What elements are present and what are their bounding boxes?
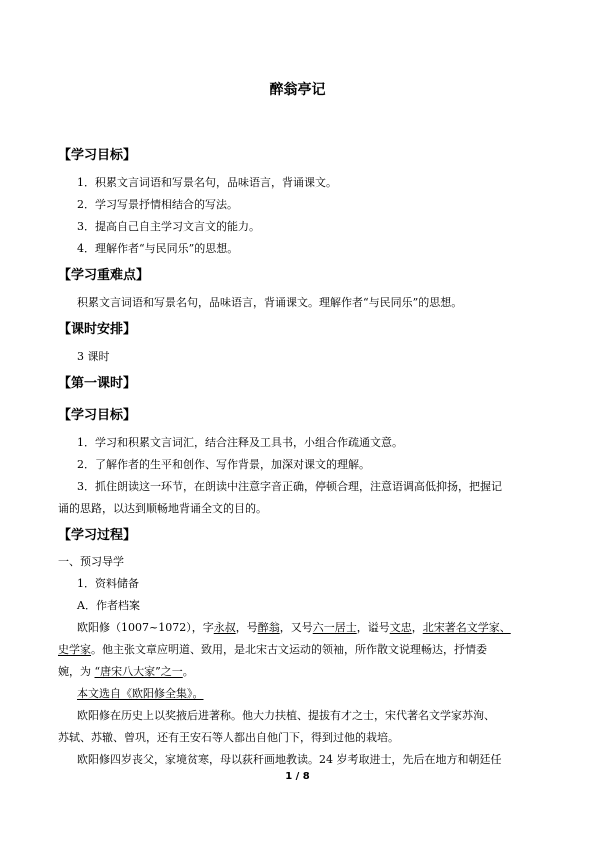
list-item: 3．抓住朗读这一环节，在朗读中注意字音正确，停顿合理，注意语调高低抑扬，把握记 bbox=[77, 480, 502, 493]
paragraph-continuation: 苏轼、苏辙、曾巩，还有王安石等人都出自他门下，得到过他的栽培。 bbox=[58, 731, 399, 744]
section-heading-key-points: 【学习重难点】 bbox=[58, 268, 150, 283]
bio-text: 。他主张文章应明道、致用，是北宋古文运动的领袖，所作散文说理畅达，抒情委 bbox=[91, 643, 487, 656]
list-item: 4．理解作者“与民同乐”的思想。 bbox=[77, 242, 239, 255]
list-item: 1．学习和积累文言词汇，结合注释及工具书，小组合作疏通文意。 bbox=[77, 436, 403, 449]
section-heading-learning-goals-2: 【学习目标】 bbox=[58, 408, 137, 423]
list-item: 1．积累文言词语和写景名句，品味语言，背诵课文。 bbox=[77, 176, 337, 189]
bio-courtesy-name: 永叔 bbox=[213, 621, 236, 634]
bio-text: ，谥号 bbox=[356, 621, 390, 634]
bio-line-2 bbox=[58, 643, 487, 657]
document-title: 醉翁亭记 bbox=[269, 82, 326, 98]
bio-alt-name: 六一居士 bbox=[312, 621, 357, 634]
outline-part: 一、预习导学 bbox=[58, 555, 124, 568]
list-item-continuation: 诵的思路，以达到顺畅地背诵全文的目的。 bbox=[58, 502, 267, 515]
paragraph: 3 课时 bbox=[77, 350, 110, 363]
paragraph: 积累文言词语和写景名句，品味语言，背诵课文。理解作者“与民同乐”的思想。 bbox=[77, 296, 463, 309]
bio-title: 北宋著名文学家、 bbox=[422, 621, 511, 634]
list-item: 2．了解作者的生平和创作、写作背景，加深对课文的理解。 bbox=[77, 458, 370, 471]
bio-text: ，又号 bbox=[279, 621, 313, 634]
section-heading-process: 【学习过程】 bbox=[58, 528, 137, 543]
section-heading-first-lesson: 【第一课时】 bbox=[58, 376, 137, 391]
outline-sub: 1．资料储备 bbox=[77, 577, 139, 590]
outline-sub: A．作者档案 bbox=[77, 599, 140, 612]
source-note: 本文选自《欧阳修全集》。 bbox=[77, 687, 204, 700]
bio-text: ，号 bbox=[235, 621, 258, 634]
bio-line-1 bbox=[77, 621, 511, 635]
section-heading-schedule: 【课时安排】 bbox=[58, 322, 137, 337]
bio-text: 欧阳修（1007~1072），字 bbox=[77, 621, 214, 634]
bio-line-3 bbox=[58, 665, 194, 679]
bio-text: 。 bbox=[182, 665, 194, 678]
paragraph: 欧阳修四岁丧父，家境贫寒，母以荻秆画地教读。24 岁考取进士，先后在地方和朝廷任 bbox=[77, 753, 502, 766]
paragraph: 欧阳修在历史上以奖掖后进著称。他大力扶植、提拔有才之士，宋代著名文学家苏洵、 bbox=[77, 709, 495, 722]
bio-posthumous-name: 文忠 bbox=[389, 621, 412, 634]
section-heading-learning-goals: 【学习目标】 bbox=[58, 148, 137, 163]
bio-text: ， bbox=[411, 621, 423, 634]
list-item: 3．提高自己自主学习文言文的能力。 bbox=[77, 220, 260, 233]
page-number: 1 / 8 bbox=[285, 771, 310, 782]
bio-eight-masters: “唐宋八大家”之一 bbox=[94, 665, 183, 678]
bio-text: 婉，为 bbox=[58, 665, 95, 678]
list-item: 2．学习写景抒情相结合的写法。 bbox=[77, 198, 238, 211]
bio-art-name: 醉翁 bbox=[257, 621, 280, 634]
bio-title-cont: 史学家 bbox=[58, 643, 91, 656]
